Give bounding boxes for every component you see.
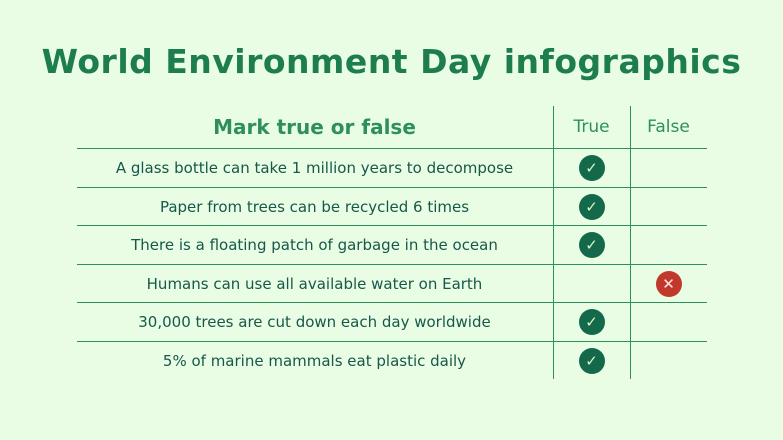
table-row [77,226,707,265]
table-row [77,187,707,226]
table-row [77,303,707,342]
false-cell[interactable] [630,303,707,342]
true-cell[interactable] [553,264,630,303]
statement-text: Humans can use all available water on Earth [77,264,554,303]
cross-icon: ✕ [656,271,682,297]
table-header-row [77,106,707,149]
table-body [77,149,707,380]
table-row [77,341,707,379]
table-row [77,149,707,188]
column-header-statement: Mark true or false [77,106,554,149]
check-icon: ✓ [579,348,605,374]
statement-text: 30,000 trees are cut down each day worldwide [77,303,554,342]
true-cell[interactable] [553,341,630,379]
table-row [77,264,707,303]
statement-text: A glass bottle can take 1 million years to decompose [77,149,554,188]
statement-text: There is a floating patch of garbage in the ocean [77,226,554,265]
true-cell[interactable] [553,303,630,342]
false-cell[interactable] [630,149,707,188]
true-cell[interactable] [553,149,630,188]
page-title: World Environment Day infographics [41,42,742,81]
check-icon: ✓ [579,309,605,335]
false-cell[interactable] [630,226,707,265]
column-header-true: True [553,106,630,149]
check-icon: ✓ [579,194,605,220]
true-cell[interactable] [553,187,630,226]
statement-text: 5% of marine mammals eat plastic daily [162,351,467,370]
false-cell[interactable] [630,264,707,303]
true-cell[interactable] [553,226,630,265]
check-icon: ✓ [579,155,605,181]
true-false-table [77,106,707,379]
false-cell[interactable] [630,187,707,226]
infographic-table-wrapper [77,106,707,379]
false-cell[interactable] [630,341,707,379]
statement-text: Paper from trees can be recycled 6 times [77,187,554,226]
check-icon: ✓ [579,232,605,258]
table-header [77,106,707,149]
column-header-false: False [630,106,707,149]
